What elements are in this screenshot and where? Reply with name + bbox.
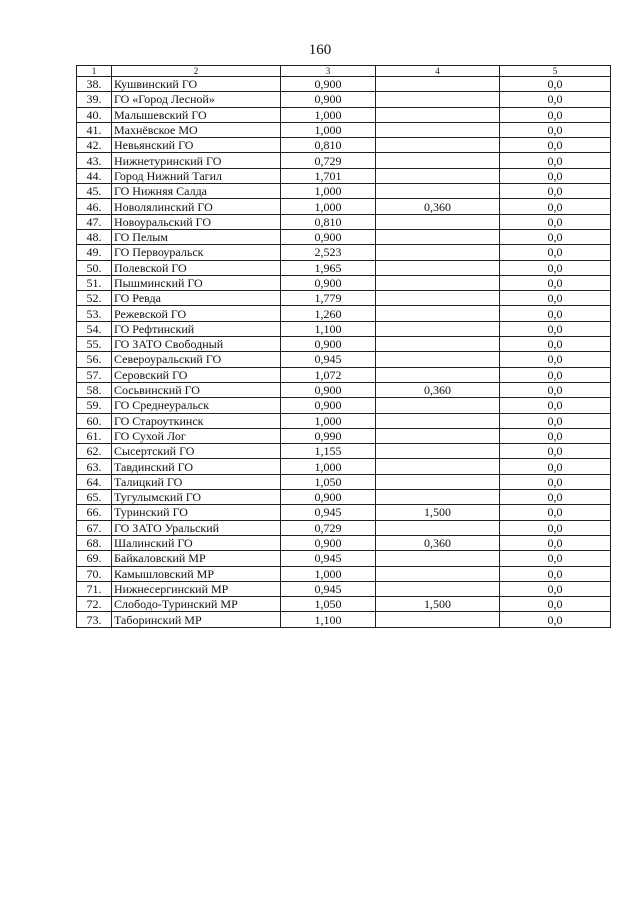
coefficient-col4 bbox=[376, 214, 500, 229]
municipality-name: ГО «Город Лесной» bbox=[112, 92, 281, 107]
row-number: 48. bbox=[77, 229, 112, 244]
table-row bbox=[77, 122, 611, 137]
table-row bbox=[77, 291, 611, 306]
coefficient-col4 bbox=[376, 77, 500, 92]
value-col5: 0,0 bbox=[500, 275, 611, 290]
municipality-name: ГО Рефтинский bbox=[112, 321, 281, 336]
row-number: 45. bbox=[77, 184, 112, 199]
coefficient-col3: 0,900 bbox=[281, 275, 376, 290]
table-row bbox=[77, 275, 611, 290]
coefficient-col4 bbox=[376, 444, 500, 459]
coefficient-col3: 1,100 bbox=[281, 321, 376, 336]
table-row bbox=[77, 413, 611, 428]
value-col5: 0,0 bbox=[500, 490, 611, 505]
table-row bbox=[77, 138, 611, 153]
coefficient-col3: 0,729 bbox=[281, 520, 376, 535]
table-row bbox=[77, 551, 611, 566]
coefficient-col4 bbox=[376, 612, 500, 627]
row-number: 73. bbox=[77, 612, 112, 627]
coefficient-col4: 1,500 bbox=[376, 505, 500, 520]
municipality-name: Камышловский МР bbox=[112, 566, 281, 581]
coefficient-col4 bbox=[376, 138, 500, 153]
table-row bbox=[77, 612, 611, 627]
value-col5: 0,0 bbox=[500, 122, 611, 137]
coefficient-col3: 0,900 bbox=[281, 77, 376, 92]
coefficient-col4: 0,360 bbox=[376, 382, 500, 397]
coefficient-col4 bbox=[376, 520, 500, 535]
coefficient-col4 bbox=[376, 184, 500, 199]
municipality-name: Шалинский ГО bbox=[112, 535, 281, 550]
row-number: 72. bbox=[77, 597, 112, 612]
coefficient-col4 bbox=[376, 92, 500, 107]
coefficient-col3: 0,810 bbox=[281, 138, 376, 153]
value-col5: 0,0 bbox=[500, 214, 611, 229]
row-number: 49. bbox=[77, 245, 112, 260]
municipality-name: Слободо-Туринский МР bbox=[112, 597, 281, 612]
value-col5: 0,0 bbox=[500, 382, 611, 397]
municipality-name: ГО Сухой Лог bbox=[112, 428, 281, 443]
value-col5: 0,0 bbox=[500, 352, 611, 367]
table-row bbox=[77, 367, 611, 382]
coefficient-col3: 1,072 bbox=[281, 367, 376, 382]
row-number: 68. bbox=[77, 535, 112, 550]
coefficient-col3: 0,900 bbox=[281, 229, 376, 244]
municipality-name: Талицкий ГО bbox=[112, 474, 281, 489]
table-row bbox=[77, 168, 611, 183]
coefficient-col4 bbox=[376, 459, 500, 474]
municipality-name: ГО Нижняя Салда bbox=[112, 184, 281, 199]
header-cell: 3 bbox=[281, 66, 376, 77]
municipality-name: Полевской ГО bbox=[112, 260, 281, 275]
coefficient-col4 bbox=[376, 337, 500, 352]
coefficient-col4 bbox=[376, 122, 500, 137]
value-col5: 0,0 bbox=[500, 92, 611, 107]
row-number: 38. bbox=[77, 77, 112, 92]
row-number: 66. bbox=[77, 505, 112, 520]
value-col5: 0,0 bbox=[500, 168, 611, 183]
coefficient-col4 bbox=[376, 398, 500, 413]
row-number: 61. bbox=[77, 428, 112, 443]
value-col5: 0,0 bbox=[500, 184, 611, 199]
coefficient-col4 bbox=[376, 245, 500, 260]
coefficient-col3: 0,945 bbox=[281, 505, 376, 520]
coefficient-col4 bbox=[376, 581, 500, 596]
table-row bbox=[77, 597, 611, 612]
value-col5: 0,0 bbox=[500, 428, 611, 443]
municipality-name: ГО Первоуральск bbox=[112, 245, 281, 260]
coefficient-col3: 0,900 bbox=[281, 398, 376, 413]
table-row bbox=[77, 566, 611, 581]
coefficient-col4 bbox=[376, 490, 500, 505]
value-col5: 0,0 bbox=[500, 444, 611, 459]
row-number: 67. bbox=[77, 520, 112, 535]
coefficient-col4: 0,360 bbox=[376, 535, 500, 550]
value-col5: 0,0 bbox=[500, 229, 611, 244]
coefficient-col3: 0,990 bbox=[281, 428, 376, 443]
table-row bbox=[77, 184, 611, 199]
coefficient-col3: 0,945 bbox=[281, 352, 376, 367]
row-number: 51. bbox=[77, 275, 112, 290]
coefficient-col4 bbox=[376, 321, 500, 336]
municipality-name: Нижнетуринский ГО bbox=[112, 153, 281, 168]
value-col5: 0,0 bbox=[500, 581, 611, 596]
coefficient-col4 bbox=[376, 474, 500, 489]
row-number: 62. bbox=[77, 444, 112, 459]
value-col5: 0,0 bbox=[500, 520, 611, 535]
municipality-name: Североуральский ГО bbox=[112, 352, 281, 367]
municipality-name: Тавдинский ГО bbox=[112, 459, 281, 474]
coefficient-col3: 0,900 bbox=[281, 92, 376, 107]
row-number: 52. bbox=[77, 291, 112, 306]
coefficient-col3: 1,000 bbox=[281, 459, 376, 474]
municipality-name: Невьянский ГО bbox=[112, 138, 281, 153]
table-row bbox=[77, 428, 611, 443]
table-row bbox=[77, 260, 611, 275]
coefficient-col4 bbox=[376, 229, 500, 244]
table-row bbox=[77, 398, 611, 413]
value-col5: 0,0 bbox=[500, 291, 611, 306]
row-number: 43. bbox=[77, 153, 112, 168]
value-col5: 0,0 bbox=[500, 535, 611, 550]
municipality-name: Город Нижний Тагил bbox=[112, 168, 281, 183]
coefficient-col3: 1,100 bbox=[281, 612, 376, 627]
coefficient-col3: 1,260 bbox=[281, 306, 376, 321]
row-number: 58. bbox=[77, 382, 112, 397]
value-col5: 0,0 bbox=[500, 77, 611, 92]
table-row bbox=[77, 337, 611, 352]
header-cell: 1 bbox=[77, 66, 112, 77]
row-number: 57. bbox=[77, 367, 112, 382]
value-col5: 0,0 bbox=[500, 566, 611, 581]
value-col5: 0,0 bbox=[500, 138, 611, 153]
row-number: 53. bbox=[77, 306, 112, 321]
header-cell: 2 bbox=[112, 66, 281, 77]
coefficient-col4 bbox=[376, 168, 500, 183]
municipality-name: Тугулымский ГО bbox=[112, 490, 281, 505]
table-row bbox=[77, 520, 611, 535]
row-number: 50. bbox=[77, 260, 112, 275]
municipality-name: Сысертский ГО bbox=[112, 444, 281, 459]
coefficient-col3: 0,945 bbox=[281, 581, 376, 596]
coefficient-col4: 1,500 bbox=[376, 597, 500, 612]
page-number: 160 bbox=[308, 42, 332, 58]
header-cell: 5 bbox=[500, 66, 611, 77]
coefficient-col3: 0,900 bbox=[281, 535, 376, 550]
municipality-name: Нижнесергинский МР bbox=[112, 581, 281, 596]
municipality-name: ГО Среднеуральск bbox=[112, 398, 281, 413]
value-col5: 0,0 bbox=[500, 245, 611, 260]
row-number: 54. bbox=[77, 321, 112, 336]
coefficient-col3: 1,000 bbox=[281, 107, 376, 122]
coefficient-col3: 1,779 bbox=[281, 291, 376, 306]
table-row bbox=[77, 107, 611, 122]
municipality-name: Махнёвское МО bbox=[112, 122, 281, 137]
coefficient-col3: 0,810 bbox=[281, 214, 376, 229]
coefficient-col4 bbox=[376, 413, 500, 428]
municipality-name: ГО Ревда bbox=[112, 291, 281, 306]
table-body bbox=[77, 66, 611, 628]
municipality-name: Новоуральский ГО bbox=[112, 214, 281, 229]
value-col5: 0,0 bbox=[500, 153, 611, 168]
row-number: 65. bbox=[77, 490, 112, 505]
row-number: 44. bbox=[77, 168, 112, 183]
row-number: 40. bbox=[77, 107, 112, 122]
row-number: 41. bbox=[77, 122, 112, 137]
coefficient-col3: 0,900 bbox=[281, 337, 376, 352]
table-row bbox=[77, 92, 611, 107]
row-number: 42. bbox=[77, 138, 112, 153]
row-number: 56. bbox=[77, 352, 112, 367]
municipality-name: Сосьвинский ГО bbox=[112, 382, 281, 397]
coefficient-col3: 1,050 bbox=[281, 474, 376, 489]
coefficient-col3: 1,050 bbox=[281, 597, 376, 612]
coefficient-col4 bbox=[376, 291, 500, 306]
value-col5: 0,0 bbox=[500, 199, 611, 214]
coefficient-col3: 1,000 bbox=[281, 199, 376, 214]
coefficient-col3: 1,965 bbox=[281, 260, 376, 275]
value-col5: 0,0 bbox=[500, 321, 611, 336]
table-row bbox=[77, 505, 611, 520]
table-row bbox=[77, 581, 611, 596]
municipality-name: Байкаловский МР bbox=[112, 551, 281, 566]
coefficient-col3: 0,729 bbox=[281, 153, 376, 168]
table-row bbox=[77, 382, 611, 397]
municipality-name: ГО ЗАТО Уральский bbox=[112, 520, 281, 535]
coefficient-col3: 0,900 bbox=[281, 490, 376, 505]
municipality-name: Новолялинский ГО bbox=[112, 199, 281, 214]
coefficient-col4 bbox=[376, 566, 500, 581]
value-col5: 0,0 bbox=[500, 306, 611, 321]
table-row bbox=[77, 474, 611, 489]
value-col5: 0,0 bbox=[500, 398, 611, 413]
row-number: 71. bbox=[77, 581, 112, 596]
data-table bbox=[76, 65, 611, 628]
municipality-name: Режевской ГО bbox=[112, 306, 281, 321]
coefficient-col3: 1,000 bbox=[281, 566, 376, 581]
row-number: 39. bbox=[77, 92, 112, 107]
table-row bbox=[77, 444, 611, 459]
coefficient-col4 bbox=[376, 153, 500, 168]
coefficient-col4 bbox=[376, 551, 500, 566]
table-row bbox=[77, 352, 611, 367]
row-number: 60. bbox=[77, 413, 112, 428]
municipality-name: Малышевский ГО bbox=[112, 107, 281, 122]
coefficient-col3: 2,523 bbox=[281, 245, 376, 260]
header-row bbox=[77, 66, 611, 77]
value-col5: 0,0 bbox=[500, 551, 611, 566]
value-col5: 0,0 bbox=[500, 505, 611, 520]
municipality-name: Кушвинский ГО bbox=[112, 77, 281, 92]
municipality-name: Пышминский ГО bbox=[112, 275, 281, 290]
municipality-name: ГО Староуткинск bbox=[112, 413, 281, 428]
row-number: 69. bbox=[77, 551, 112, 566]
municipality-name: Таборинский МР bbox=[112, 612, 281, 627]
table-row bbox=[77, 153, 611, 168]
coefficient-col3: 1,155 bbox=[281, 444, 376, 459]
municipality-name: ГО ЗАТО Свободный bbox=[112, 337, 281, 352]
municipality-name: ГО Пелым bbox=[112, 229, 281, 244]
coefficient-col4 bbox=[376, 306, 500, 321]
table-row bbox=[77, 229, 611, 244]
table-row bbox=[77, 77, 611, 92]
row-number: 47. bbox=[77, 214, 112, 229]
value-col5: 0,0 bbox=[500, 597, 611, 612]
coefficient-col3: 0,900 bbox=[281, 382, 376, 397]
coefficient-col4 bbox=[376, 275, 500, 290]
value-col5: 0,0 bbox=[500, 459, 611, 474]
coefficient-col4 bbox=[376, 352, 500, 367]
header-cell: 4 bbox=[376, 66, 500, 77]
table-row bbox=[77, 306, 611, 321]
value-col5: 0,0 bbox=[500, 413, 611, 428]
table-row bbox=[77, 245, 611, 260]
table-row bbox=[77, 199, 611, 214]
municipality-name: Серовский ГО bbox=[112, 367, 281, 382]
row-number: 63. bbox=[77, 459, 112, 474]
coefficient-col4 bbox=[376, 428, 500, 443]
value-col5: 0,0 bbox=[500, 474, 611, 489]
value-col5: 0,0 bbox=[500, 367, 611, 382]
coefficient-col3: 1,000 bbox=[281, 184, 376, 199]
coefficient-col4 bbox=[376, 260, 500, 275]
municipality-name: Туринский ГО bbox=[112, 505, 281, 520]
table-row bbox=[77, 490, 611, 505]
coefficient-col3: 1,000 bbox=[281, 413, 376, 428]
coefficient-col4 bbox=[376, 367, 500, 382]
row-number: 55. bbox=[77, 337, 112, 352]
row-number: 46. bbox=[77, 199, 112, 214]
coefficient-col3: 1,000 bbox=[281, 122, 376, 137]
table-row bbox=[77, 321, 611, 336]
table-row bbox=[77, 459, 611, 474]
row-number: 64. bbox=[77, 474, 112, 489]
coefficient-col4 bbox=[376, 107, 500, 122]
value-col5: 0,0 bbox=[500, 107, 611, 122]
table-row bbox=[77, 214, 611, 229]
table-row bbox=[77, 535, 611, 550]
value-col5: 0,0 bbox=[500, 260, 611, 275]
value-col5: 0,0 bbox=[500, 337, 611, 352]
coefficient-col3: 1,701 bbox=[281, 168, 376, 183]
row-number: 59. bbox=[77, 398, 112, 413]
coefficient-col4: 0,360 bbox=[376, 199, 500, 214]
row-number: 70. bbox=[77, 566, 112, 581]
coefficient-col3: 0,945 bbox=[281, 551, 376, 566]
value-col5: 0,0 bbox=[500, 612, 611, 627]
